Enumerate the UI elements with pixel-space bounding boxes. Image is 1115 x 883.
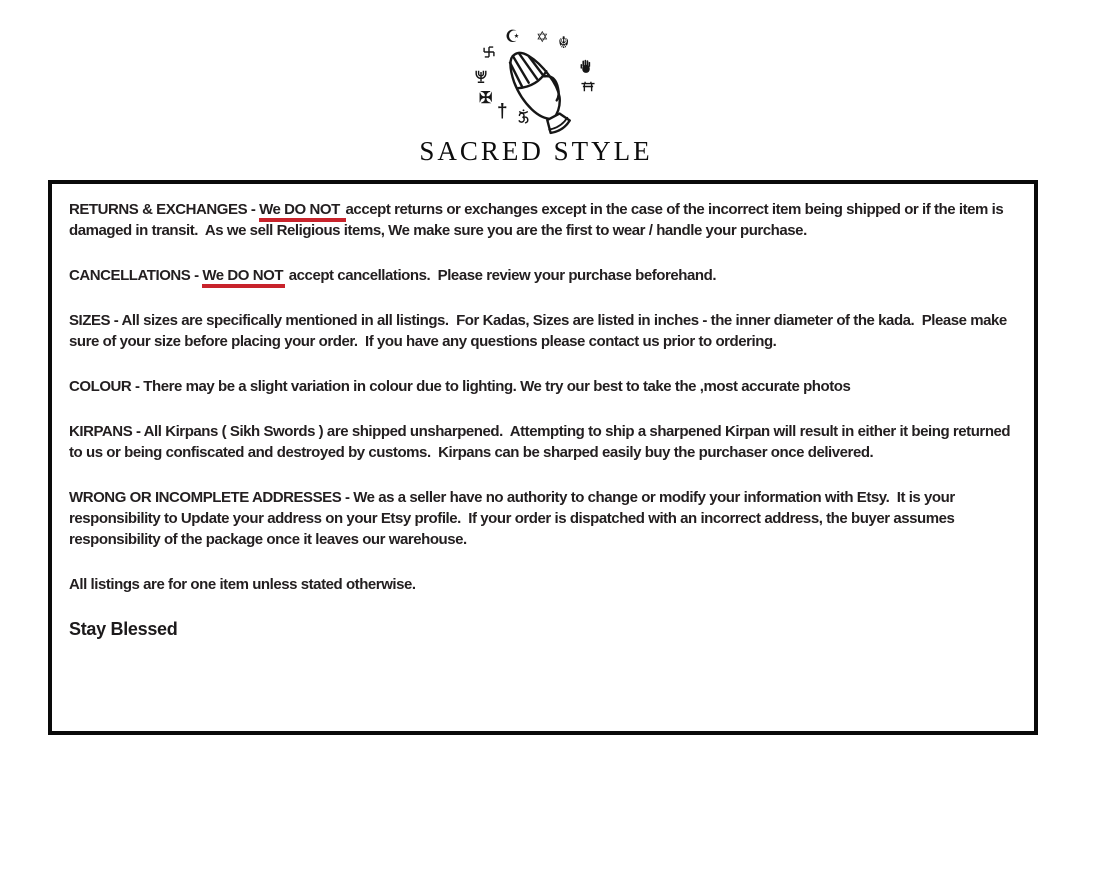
brand-name: SACRED STYLE	[419, 136, 653, 166]
policy-heading: KIRPANS -	[69, 423, 144, 440]
star-of-david-icon: ✡	[536, 29, 549, 46]
policy-heading: WRONG OR INCOMPLETE ADDRESSES -	[69, 489, 354, 506]
signoff-text: Stay Blessed	[69, 619, 178, 639]
policy-body-text: All listings are for one item unless stated otherwise.	[69, 576, 416, 593]
logo-art	[450, 24, 622, 142]
policy-heading: SIZES -	[69, 312, 122, 329]
policy-body-text: accept returns or exchanges except in the case of the incorrect item being shipped or if the item is damaged in transit. As we sell Religious items, We make sure you are the first to wear / handle your purchase.	[69, 201, 1007, 239]
crescent-star-icon: ☪	[505, 27, 521, 46]
red-underlined-text: We DO NOT	[202, 267, 285, 288]
praying-hands-icon	[492, 35, 588, 145]
policy-body-text: All sizes are specifically mentioned in all listings. For Kadas, Sizes are listed in inches - the inner diameter of the kada. Please make sure of your size before placing your order. If you have any questions please contact us prior to ordering.	[69, 312, 1011, 350]
policy-paragraph	[69, 310, 1017, 352]
policy-body-text: accept cancellations. Please review your purchase beforehand.	[285, 267, 717, 284]
policy-paragraph	[69, 487, 1017, 550]
policy-paragraph	[69, 376, 1017, 397]
policy-box	[48, 180, 1038, 735]
menorah-icon	[473, 68, 489, 88]
cross-pattee-icon: ✠	[479, 90, 493, 107]
policy-paragraph	[69, 421, 1017, 463]
logo	[419, 24, 653, 174]
policy-paragraph	[69, 574, 1017, 595]
khanda-icon: ☬	[558, 35, 570, 52]
policy-heading: RETURNS & EXCHANGES -	[69, 201, 260, 218]
policy-body-text: We as a seller have no authority to change or modify your information with Etsy. It is your responsibility to Update your address on your Etsy profile. If your order is dispatched with an incorrect address, the buyer assumes responsibility of the package once it leaves our warehouse.	[69, 489, 959, 548]
red-underlined-text: We DO NOT	[259, 201, 345, 222]
policy-heading: COLOUR -	[69, 378, 144, 395]
policy-paragraphs	[69, 199, 1017, 595]
policy-paragraph	[69, 265, 1017, 286]
policy-paragraph	[69, 199, 1017, 241]
policy-body-text: All Kirpans ( Sikh Swords ) are shipped unsharpened. Attempting to ship a sharpened Kirpan will result in either it being returned to us or being confiscated and destroyed by customs. Kirpans can be sharped easily buy the purchaser once delivered.	[69, 423, 1014, 461]
policy-heading: CANCELLATIONS -	[69, 267, 203, 284]
policy-body-text: There may be a slight variation in colour due to lighting. We try our best to take the ,most accurate photos	[143, 378, 851, 395]
latin-cross-icon: †	[497, 101, 508, 122]
